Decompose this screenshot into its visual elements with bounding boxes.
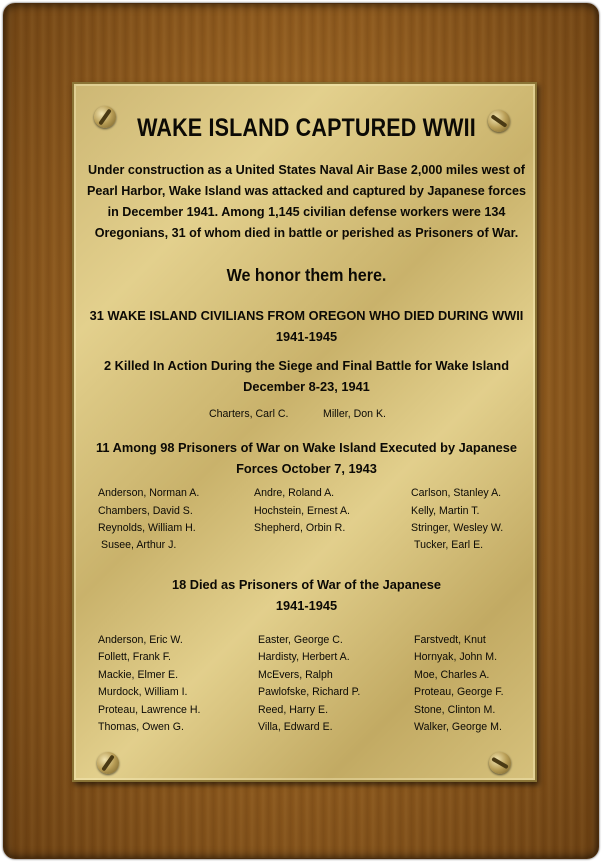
screw-icon: [97, 752, 119, 774]
kia-name: Miller, Don K.: [323, 408, 386, 420]
pow-name: Proteau, Lawrence H.: [98, 704, 201, 716]
pow-name: Pawlofske, Richard P.: [258, 686, 361, 698]
executed-name: Susee, Arthur J.: [101, 539, 177, 551]
pow-name: Easter, George C.: [258, 634, 343, 646]
executed-name: Shepherd, Orbin R.: [254, 522, 346, 534]
pow-name: Stone, Clinton M.: [414, 704, 496, 716]
executed-name: Kelly, Martin T.: [411, 505, 480, 517]
executed-name: Tucker, Earl E.: [414, 539, 484, 551]
pow-name: Murdock, William I.: [98, 686, 188, 698]
kia-heading-line2: December 8-23, 1941: [243, 379, 370, 394]
pow-name: Anderson, Eric W.: [98, 634, 183, 646]
pow-name: Thomas, Owen G.: [98, 721, 184, 733]
main-heading-line1: 31 WAKE ISLAND CIVILIANS FROM OREGON WHO DIED DURING WWII: [89, 308, 524, 323]
pow-heading-line1: 18 Died as Prisoners of War of the Japanese: [171, 577, 442, 592]
pow-name: Reed, Harry E.: [258, 704, 329, 716]
pow-name: Walker, George M.: [414, 721, 502, 733]
intro-paragraph: Under construction as a United States Naval Air Base 2,000 miles west of Pearl Harbor, Wake Island was attacked and captured by Japanese forces in December 1941. Among 1,145 civilian defense workers were 134 Oregonians, 31 of whom died in battle or perished as Prisoners of War.: [86, 163, 527, 240]
wood-frame: [3, 3, 599, 859]
pow-name: Farstvedt, Knut: [414, 634, 486, 646]
main-heading: [74, 305, 539, 347]
honor-line: We honor them here.: [226, 265, 387, 285]
main-heading-line2: 1941-1945: [275, 329, 338, 344]
pow-name: Hardisty, Herbert A.: [258, 651, 350, 663]
executed-name: Andre, Roland A.: [254, 487, 335, 499]
pow-heading: [74, 574, 539, 616]
plaque-title: WAKE ISLAND CAPTURED WWII: [137, 114, 476, 142]
kia-heading-line1: 2 Killed In Action During the Siege and Final Battle for Wake Island: [103, 358, 510, 373]
pow-heading-line2: 1941-1945: [275, 598, 338, 613]
kia-heading: [74, 355, 539, 397]
executed-heading: [74, 437, 539, 479]
executed-name: Anderson, Norman A.: [98, 487, 200, 499]
pow-name: McEvers, Ralph: [258, 669, 333, 681]
pow-name: Proteau, George F.: [414, 686, 504, 698]
executed-name: Reynolds, William H.: [98, 522, 196, 534]
executed-name: Hochstein, Ernest A.: [254, 505, 350, 517]
executed-name: Chambers, David S.: [98, 505, 193, 517]
pow-name: Hornyak, John M.: [414, 651, 498, 663]
executed-name: Stringer, Wesley W.: [411, 522, 504, 534]
executed-name: Carlson, Stanley A.: [411, 487, 502, 499]
pow-name: Villa, Edward E.: [258, 721, 333, 733]
brass-plaque: [72, 82, 537, 782]
executed-heading-line1: 11 Among 98 Prisoners of War on Wake Island Executed by Japanese: [95, 440, 518, 455]
executed-heading-line2: Forces October 7, 1943: [236, 461, 377, 476]
kia-name: Charters, Carl C.: [209, 408, 289, 420]
screw-icon: [489, 752, 511, 774]
pow-name: Follett, Frank F.: [98, 651, 171, 663]
pow-name: Moe, Charles A.: [414, 669, 490, 681]
pow-name: Mackie, Elmer E.: [98, 669, 179, 681]
